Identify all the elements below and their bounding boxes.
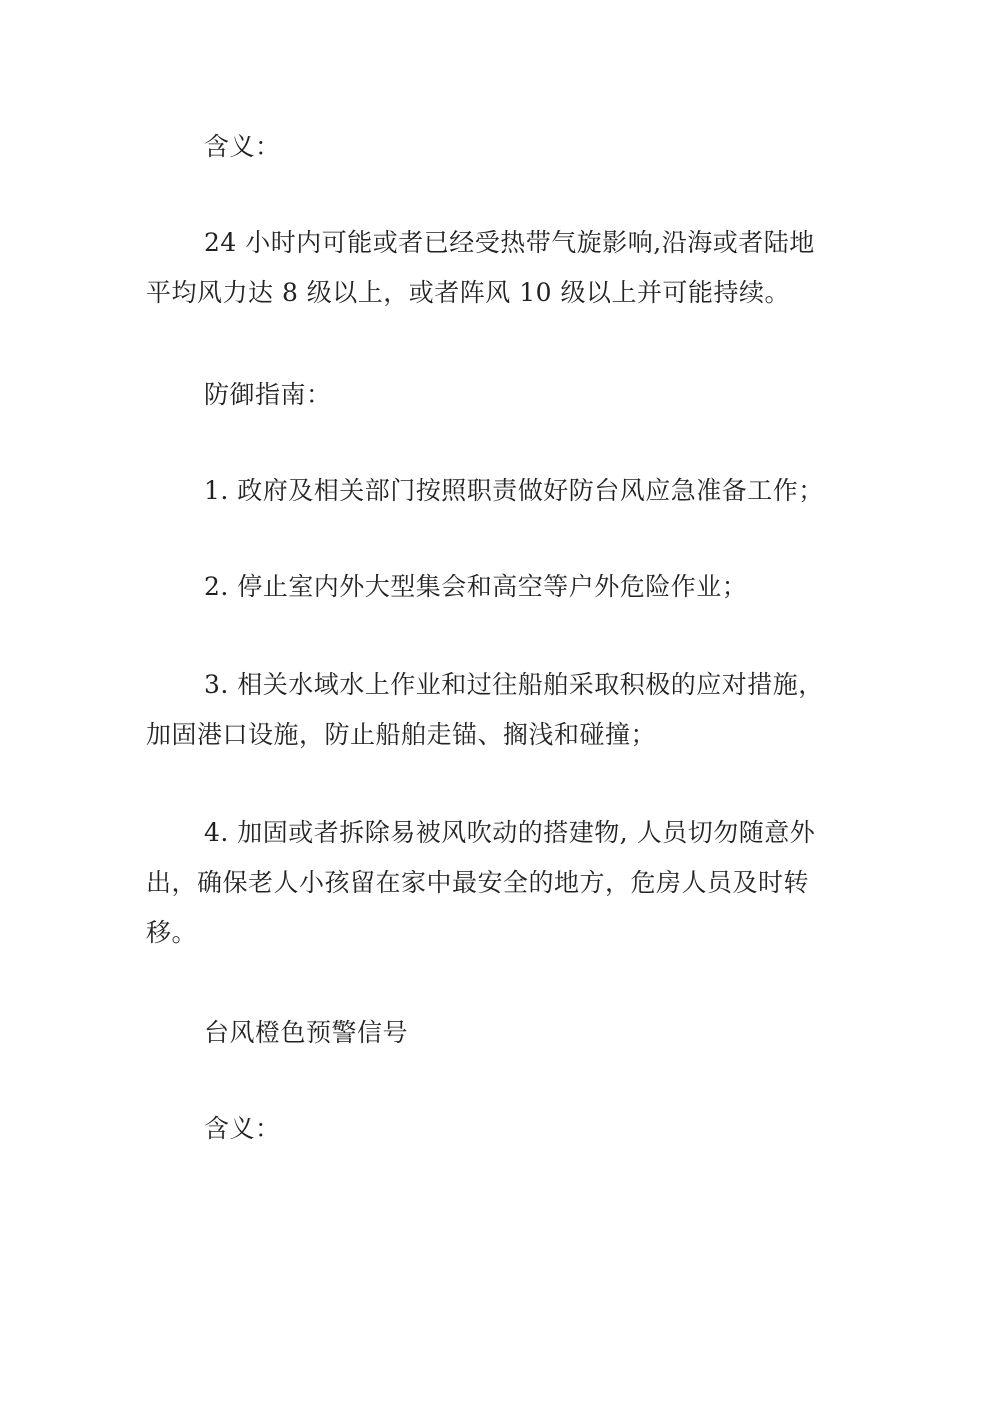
guide-item-2 [146, 562, 858, 612]
text-line: 3. 相关水域水上作业和过往船舶采取积极的应对措施， [204, 670, 824, 699]
text-line: 出，确保老人小孩留在家中最安全的地方，危房人员及时转 [146, 868, 810, 897]
text-line: 含义： [204, 1114, 281, 1143]
defense-guide-label [146, 370, 858, 420]
text-line: 含义： [204, 132, 281, 161]
text-line: 1. 政府及相关部门按照职责做好防台风应急准备工作； [204, 476, 824, 505]
text-line: 平均风力达 8 级以上，或者阵风 10 级以上并可能持续。 [146, 278, 791, 307]
meaning-paragraph [146, 218, 858, 318]
section-heading [146, 1008, 858, 1058]
text-line: 台风橙色预警信号 [204, 1018, 409, 1047]
text-line: 移。 [146, 918, 198, 947]
text-line: 2. 停止室内外大型集会和高空等户外危险作业； [204, 572, 748, 601]
text-line: 加固港口设施，防止船舶走锚、搁浅和碰撞； [146, 720, 657, 749]
meaning-label [146, 122, 858, 172]
text-line: 24 小时内可能或者已经受热带气旋影响,沿海或者陆地 [204, 228, 815, 257]
text-line: 4. 加固或者拆除易被风吹动的搭建物, 人员切勿随意外 [204, 818, 816, 847]
guide-item-4 [146, 808, 858, 958]
meaning-label [146, 1104, 858, 1154]
guide-item-1 [146, 466, 858, 516]
guide-item-3 [146, 660, 858, 760]
text-line: 防御指南： [204, 380, 332, 409]
